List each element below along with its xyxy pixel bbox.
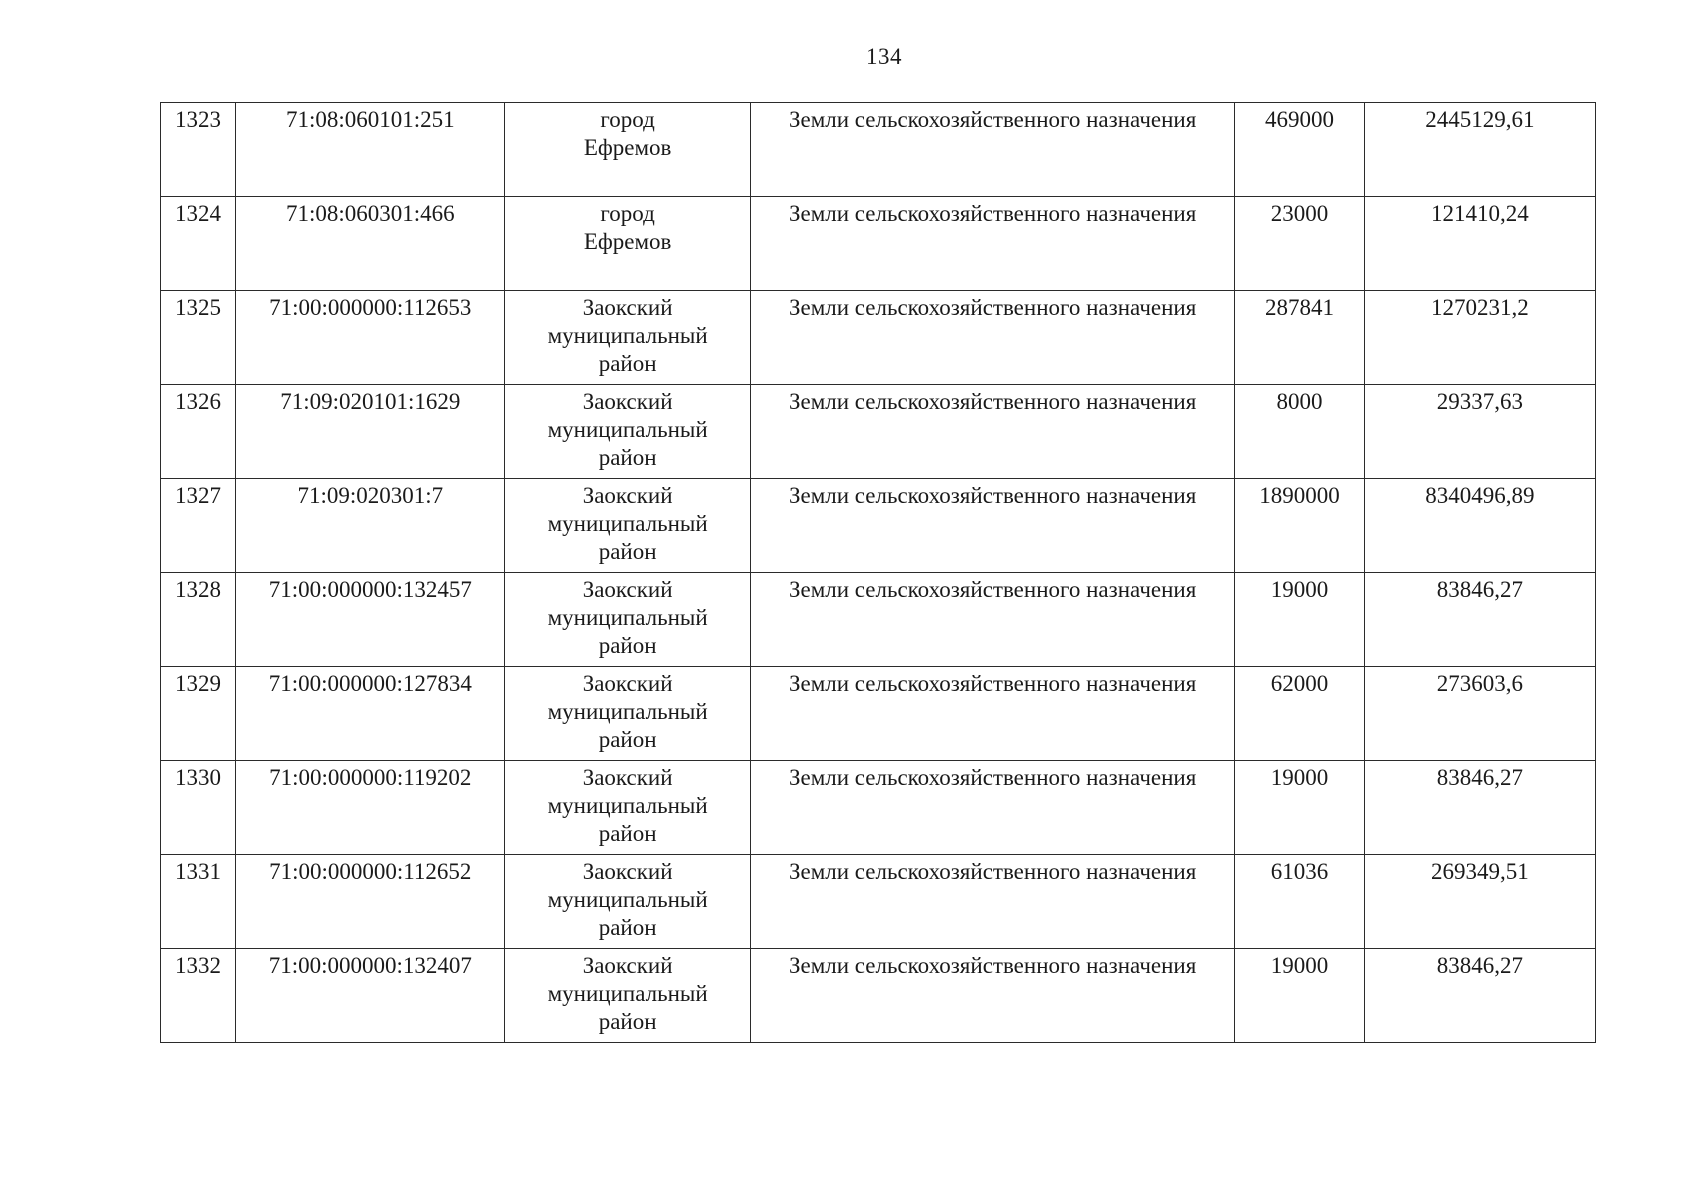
cell-land-category: Земли сельскохозяйственного назначения — [750, 197, 1235, 291]
cell-cadastral-value: 83846,27 — [1364, 949, 1595, 1043]
cell-row-number: 1323 — [161, 103, 236, 197]
cell-cadastral-number: 71:00:000000:132407 — [236, 949, 505, 1043]
cell-location: Заокский муниципальный район — [505, 479, 750, 573]
table-row — [161, 667, 1596, 761]
cell-area: 19000 — [1235, 949, 1364, 1043]
table-row — [161, 761, 1596, 855]
cell-row-number: 1324 — [161, 197, 236, 291]
cell-cadastral-number: 71:09:020101:1629 — [236, 385, 505, 479]
table-body — [161, 103, 1596, 1043]
cell-row-number: 1325 — [161, 291, 236, 385]
cell-area: 61036 — [1235, 855, 1364, 949]
cell-area: 62000 — [1235, 667, 1364, 761]
cell-cadastral-value: 121410,24 — [1364, 197, 1595, 291]
cell-cadastral-value: 1270231,2 — [1364, 291, 1595, 385]
table-row — [161, 385, 1596, 479]
cell-location: Заокский муниципальный район — [505, 761, 750, 855]
cell-location: Заокский муниципальный район — [505, 855, 750, 949]
table-row — [161, 479, 1596, 573]
cell-cadastral-number: 71:00:000000:112653 — [236, 291, 505, 385]
table-row — [161, 197, 1596, 291]
cell-cadastral-value: 269349,51 — [1364, 855, 1595, 949]
cell-location: Заокский муниципальный район — [505, 385, 750, 479]
land-registry-table — [160, 102, 1596, 1043]
cell-location: Заокский муниципальный район — [505, 573, 750, 667]
cell-cadastral-value: 83846,27 — [1364, 573, 1595, 667]
cell-land-category: Земли сельскохозяйственного назначения — [750, 479, 1235, 573]
cell-row-number: 1327 — [161, 479, 236, 573]
cell-land-category: Земли сельскохозяйственного назначения — [750, 291, 1235, 385]
cell-area: 469000 — [1235, 103, 1364, 197]
cell-land-category: Земли сельскохозяйственного назначения — [750, 855, 1235, 949]
cell-cadastral-value: 29337,63 — [1364, 385, 1595, 479]
cell-row-number: 1326 — [161, 385, 236, 479]
table-row — [161, 573, 1596, 667]
cell-area: 19000 — [1235, 761, 1364, 855]
table-row — [161, 291, 1596, 385]
cell-land-category: Земли сельскохозяйственного назначения — [750, 761, 1235, 855]
cell-cadastral-value: 2445129,61 — [1364, 103, 1595, 197]
cell-cadastral-number: 71:00:000000:132457 — [236, 573, 505, 667]
cell-area: 287841 — [1235, 291, 1364, 385]
cell-cadastral-value: 83846,27 — [1364, 761, 1595, 855]
cell-row-number: 1330 — [161, 761, 236, 855]
cell-cadastral-value: 8340496,89 — [1364, 479, 1595, 573]
cell-cadastral-number: 71:08:060301:466 — [236, 197, 505, 291]
cell-land-category: Земли сельскохозяйственного назначения — [750, 667, 1235, 761]
cell-location: Заокский муниципальный район — [505, 667, 750, 761]
cell-area: 1890000 — [1235, 479, 1364, 573]
cell-cadastral-number: 71:08:060101:251 — [236, 103, 505, 197]
cell-row-number: 1329 — [161, 667, 236, 761]
cell-location: город Ефремов — [505, 103, 750, 197]
table-row — [161, 855, 1596, 949]
cell-row-number: 1328 — [161, 573, 236, 667]
cell-area: 23000 — [1235, 197, 1364, 291]
cell-land-category: Земли сельскохозяйственного назначения — [750, 949, 1235, 1043]
cell-cadastral-value: 273603,6 — [1364, 667, 1595, 761]
table-row — [161, 103, 1596, 197]
cell-land-category: Земли сельскохозяйственного назначения — [750, 573, 1235, 667]
cell-cadastral-number: 71:00:000000:119202 — [236, 761, 505, 855]
cell-cadastral-number: 71:00:000000:112652 — [236, 855, 505, 949]
cell-area: 19000 — [1235, 573, 1364, 667]
cell-area: 8000 — [1235, 385, 1364, 479]
table-row — [161, 949, 1596, 1043]
page-number: 134 — [866, 44, 902, 69]
cell-location: Заокский муниципальный район — [505, 949, 750, 1043]
cell-row-number: 1332 — [161, 949, 236, 1043]
cell-location: Заокский муниципальный район — [505, 291, 750, 385]
cell-land-category: Земли сельскохозяйственного назначения — [750, 385, 1235, 479]
cell-cadastral-number: 71:09:020301:7 — [236, 479, 505, 573]
cell-land-category: Земли сельскохозяйственного назначения — [750, 103, 1235, 197]
cell-location: город Ефремов — [505, 197, 750, 291]
cell-cadastral-number: 71:00:000000:127834 — [236, 667, 505, 761]
cell-row-number: 1331 — [161, 855, 236, 949]
